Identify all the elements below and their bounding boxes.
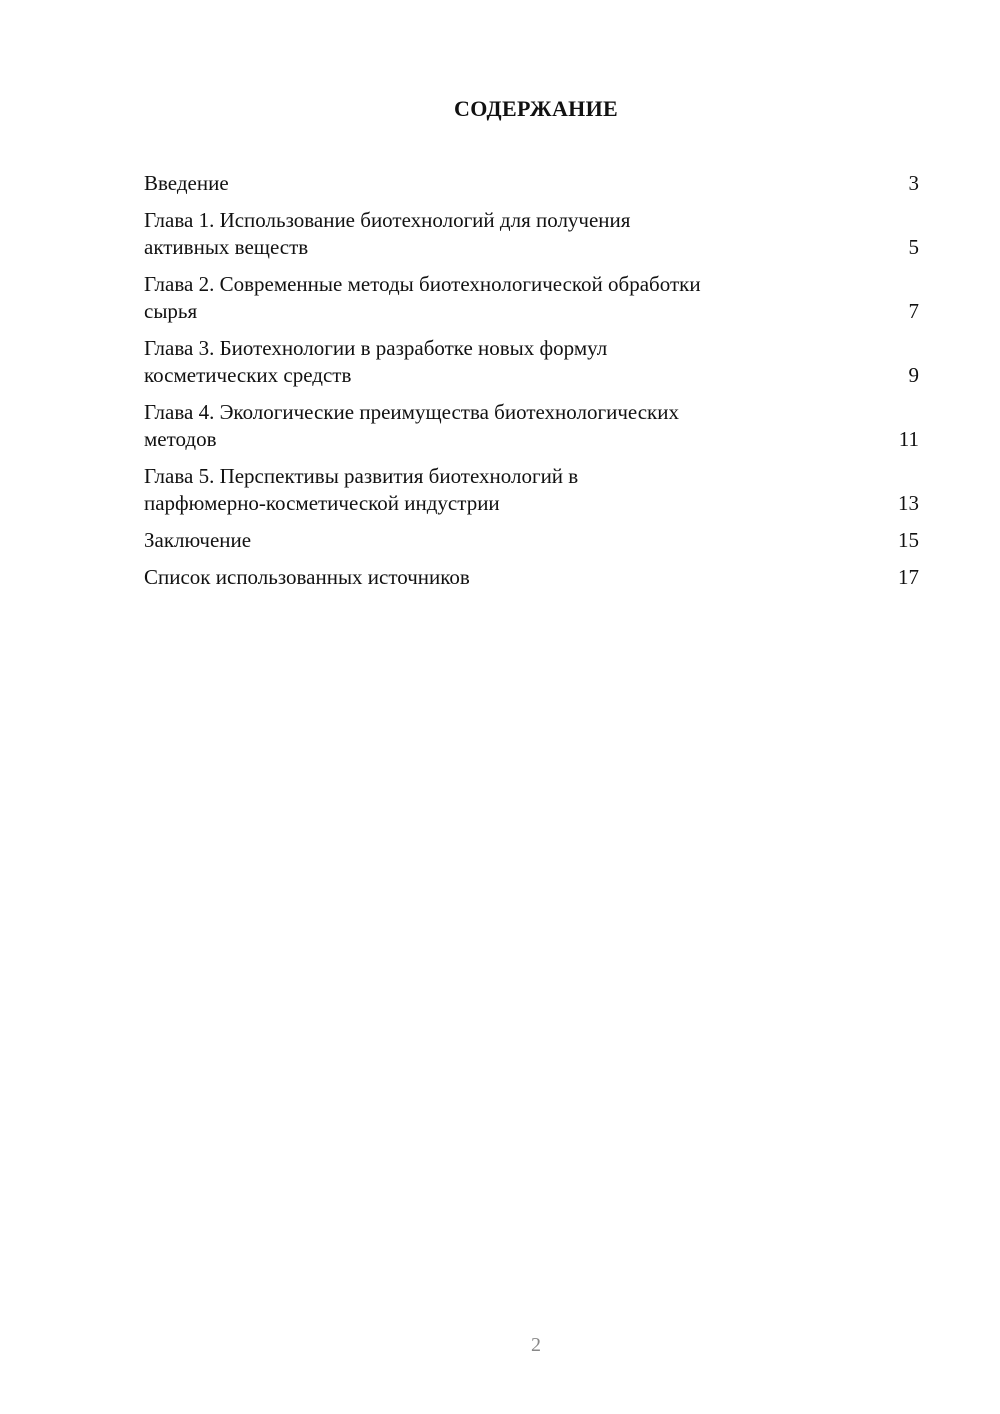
toc-entry-conclusion[interactable] [144, 527, 919, 554]
toc-entry-text: Глава 2. Современные методы биотехнологической обработки сырья [144, 272, 701, 323]
toc-entry-introduction[interactable] [144, 170, 919, 197]
toc-entry-page: 11 [898, 427, 919, 451]
toc-entry-page: 17 [898, 565, 919, 589]
toc-entry-page: 15 [898, 528, 919, 552]
toc-entry-chapter-1[interactable] [144, 207, 919, 261]
toc-entry-page: 5 [908, 235, 919, 259]
toc-entry-references[interactable] [144, 564, 919, 591]
toc-entry-chapter-2[interactable] [144, 271, 919, 325]
toc-entry-page: 7 [908, 299, 919, 323]
toc-entry-chapter-4[interactable] [144, 399, 919, 453]
toc-entry-text: Глава 4. Экологические преимущества биотехнологических методов [144, 400, 679, 451]
toc-entry-text: Глава 5. Перспективы развития биотехнологий в парфюмерно-косметической индустрии [144, 464, 579, 515]
table-of-contents [144, 170, 919, 601]
toc-entry-page: 13 [898, 491, 919, 515]
toc-entry-text: Глава 3. Биотехнологии в разработке новых формул косметических средств [144, 336, 608, 387]
toc-entry-text: Список использованных источников [144, 565, 470, 589]
toc-entry-chapter-5[interactable] [144, 463, 919, 517]
toc-entry-text: Заключение [144, 528, 252, 552]
toc-entry-text: Введение [144, 171, 229, 195]
page-title: СОДЕРЖАНИЕ [454, 96, 618, 121]
toc-entry-page: 9 [908, 363, 919, 387]
page-number: 2 [531, 1334, 541, 1356]
toc-entry-page: 3 [908, 171, 919, 195]
toc-entry-chapter-3[interactable] [144, 335, 919, 389]
toc-entry-text: Глава 1. Использование биотехнологий для получения активных веществ [144, 208, 631, 259]
